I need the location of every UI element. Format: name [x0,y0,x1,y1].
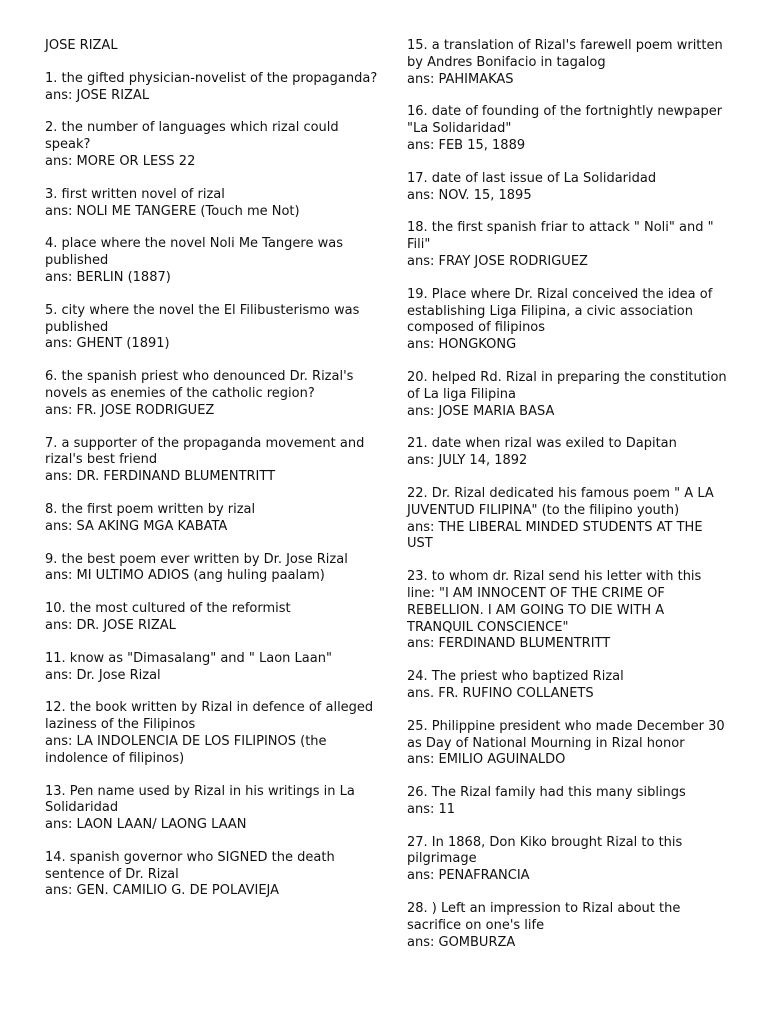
answer-17: ans: NOV. 15, 1895 [407,187,532,203]
qa-item-9 [45,552,380,586]
qa-item-17 [407,171,732,205]
question-4: 4. place where the novel Noli Me Tangere was published [45,236,343,269]
question-8: 8. the first poem written by rizal [45,501,256,517]
question-7: 7. a supporter of the propaganda movement and rizal's best friend [45,435,365,468]
answer-20: ans: JOSE MARIA BASA [407,403,555,419]
question-1: 1. the gifted physician-novelist of the propaganda? [45,70,378,86]
qa-item-18 [407,220,732,270]
qa-item-26 [407,785,732,819]
question-18: 18. the first spanish friar to attack " Noli" and " Fili" [407,220,714,253]
answer-14: ans: GEN. CAMILIO G. DE POLAVIEJA [45,883,280,899]
qa-item-27 [407,835,732,885]
qa-item-24 [407,669,732,703]
question-23: 23. to whom dr. Rizal send his letter with this line: "I AM INNOCENT OF THE CRIME OF REBELLION. I AM GOING TO DIE WITH A TRANQUIL CONSCIENCE" [407,569,702,635]
qa-item-13 [45,784,380,834]
answer-19: ans: HONGKONG [407,337,517,353]
question-24: 24. The priest who baptized Rizal [407,669,624,685]
question-14: 14. spanish governor who SIGNED the death sentence of Dr. Rizal [45,849,335,882]
question-26: 26. The Rizal family had this many siblings [407,785,686,801]
answer-1: ans: JOSE RIZAL [45,87,150,103]
answer-13: ans: LAON LAAN/ LAONG LAAN [45,817,247,833]
left-column [45,38,380,916]
question-11: 11. know as "Dimasalang" and " Laon Laan" [45,650,332,666]
answer-15: ans: PAHIMAKAS [407,71,514,87]
qa-item-15 [407,38,732,88]
answer-25: ans: EMILIO AGUINALDO [407,752,566,768]
qa-item-4 [45,236,380,286]
question-19: 19. Place where Dr. Rizal conceived the idea of establishing Liga Filipina, a civic association composed of filipinos [407,286,713,336]
question-27: 27. In 1868, Don Kiko brought Rizal to this pilgrimage [407,834,683,867]
qa-item-19 [407,287,732,354]
question-3: 3. first written novel of rizal [45,186,225,202]
question-2: 2. the number of languages which rizal could speak? [45,120,339,153]
answer-6: ans: FR. JOSE RODRIGUEZ [45,402,215,418]
answer-16: ans: FEB 15, 1889 [407,137,526,153]
question-6: 6. the spanish priest who denounced Dr. Rizal's novels as enemies of the catholic region? [45,369,354,401]
question-5: 5. city where the novel the El Filibusterismo was published [45,302,360,335]
qa-item-23 [407,569,732,653]
question-13: 13. Pen name used by Rizal in his writings in La Solidaridad [45,783,355,816]
qa-item-11 [45,651,380,685]
question-21: 21. date when rizal was exiled to Dapitan [407,436,677,452]
right-column [407,38,732,967]
question-10: 10. the most cultured of the reformist [45,601,291,617]
qa-item-14 [45,850,380,900]
question-16: 16. date of founding of the fortnightly newpaper "La Solidaridad" [407,104,723,137]
answer-22: ans: THE LIBERAL MINDED STUDENTS AT THE UST [407,519,703,552]
question-17: 17. date of last issue of La Solidaridad [407,170,657,186]
answer-11: ans: Dr. Jose Rizal [45,667,161,683]
answer-5: ans: GHENT (1891) [45,336,170,352]
qa-item-6 [45,369,380,419]
question-28: 28. ) Left an impression to Rizal about the sacrifice on one's life [407,901,681,933]
qa-item-25 [407,719,732,769]
question-20: 20. helped Rd. Rizal in preparing the constitution of La liga Filipina [407,369,727,402]
qa-item-1 [45,71,380,105]
qa-item-20 [407,370,732,420]
answer-21: ans: JULY 14, 1892 [407,453,528,469]
answer-10: ans: DR. JOSE RIZAL [45,617,176,633]
question-22: 22. Dr. Rizal dedicated his famous poem " A LA JUVENTUD FILIPINA" (to the filipino youth) [407,485,714,518]
question-9: 9. the best poem ever written by Dr. Jose Rizal [45,551,348,567]
answer-4: ans: BERLIN (1887) [45,269,171,285]
answer-27: ans: PENAFRANCIA [407,868,530,884]
question-25: 25. Philippine president who made December 30 as Day of National Mourning in Rizal honor [407,718,725,751]
qa-item-28 [407,901,732,951]
answer-18: ans: FRAY JOSE RODRIGUEZ [407,253,588,269]
qa-item-7 [45,436,380,486]
answer-26: ans: 11 [407,801,456,817]
answer-8: ans: SA AKING MGA KABATA [45,518,228,534]
answer-12: ans: LA INDOLENCIA DE LOS FILIPINOS (the indolence of filipinos) [45,733,327,766]
answer-28: ans: GOMBURZA [407,934,516,950]
question-12: 12. the book written by Rizal in defence of alleged laziness of the Filipinos [45,700,374,733]
answer-2: ans: MORE OR LESS 22 [45,153,196,169]
qa-item-10 [45,601,380,635]
qa-item-5 [45,303,380,353]
answer-7: ans: DR. FERDINAND BLUMENTRITT [45,469,276,485]
qa-item-16 [407,104,732,154]
qa-item-8 [45,502,380,536]
qa-item-3 [45,187,380,221]
answer-23: ans: FERDINAND BLUMENTRITT [407,636,611,652]
answer-9: ans: MI ULTIMO ADIOS (ang huling paalam) [45,568,325,584]
document-title: JOSE RIZAL [45,38,118,53]
answer-24: ans. FR. RUFINO COLLANETS [407,685,594,701]
qa-item-21 [407,436,732,470]
answer-3: ans: NOLI ME TANGERE (Touch me Not) [45,203,300,219]
qa-item-22 [407,486,732,553]
qa-item-2 [45,120,380,170]
qa-item-12 [45,700,380,767]
question-15: 15. a translation of Rizal's farewell poem written by Andres Bonifacio in tagalog [407,38,723,70]
